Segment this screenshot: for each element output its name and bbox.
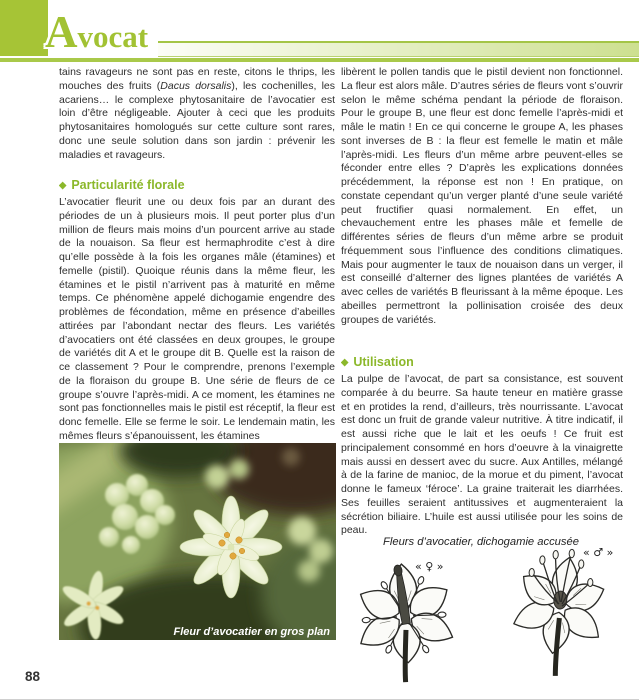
diamond-bullet-icon: ◆ xyxy=(59,180,67,191)
paragraph-text: ), les cochenilles, les acariens… le complexe phytosanitaire de l’avocatier est loin d’être négligeable. Ajouter à ceci que les produits phytosanitaires homologués sur cette culture sont rares, donc une seule solution dans son jardin : prévenir les maladies et ravageurs. xyxy=(59,79,335,161)
male-flower-drawing xyxy=(506,546,614,678)
paragraph-text: tains ravageurs ne sont pas en reste, citons le thrips, les mouches des fruits ( xyxy=(59,66,335,92)
page-title-initial: A xyxy=(45,7,78,57)
brand-square xyxy=(0,0,48,56)
photo-caption: Fleur d’avocatier en gros plan xyxy=(173,626,330,638)
central-flower xyxy=(180,496,282,598)
section-heading-label: Particularité florale xyxy=(71,178,185,192)
paragraph-utilisation: La pulpe de l’avocat, de part sa consistance, est souvent comparée à du beurre. Sa haute teneur en matière grasse et en protides la rend, d’ailleurs, très nourrissante. L’avocat est donc un fruit de grande valeur nutritive. À titre indicatif, il est aussi riche que le lait et les oeufs ! Ce fruit est principalement consommé en hors d’oeuvre à la vinaigrette mais aussi en dessert avec du sucre. Aux Antilles, mélangé à de la farine de manioc, de la morue et du piment, l’avocat donne le fameux ‘féroce’. La graine traiterait les diarrhées. Ses feuilles seraient antitussives et augmenteraient la sécrétion biliaire. L’huile est aussi utilisée pour les soins de peau. xyxy=(341,373,623,537)
avocado-flower-photo xyxy=(59,443,336,640)
flower-line-drawing xyxy=(341,542,626,690)
page-title xyxy=(45,8,148,56)
male-symbol: « ♂ » xyxy=(583,546,614,559)
female-flower-drawing xyxy=(350,561,462,686)
page-number: 88 xyxy=(25,669,41,684)
species-name: Dacus dorsalis xyxy=(160,79,232,92)
right-column xyxy=(341,66,623,540)
paragraph-continuation xyxy=(59,66,335,162)
photo-figure xyxy=(59,443,336,640)
page-title-rest: vocat xyxy=(77,19,149,54)
female-symbol: « ♀ » xyxy=(415,560,444,573)
paragraph-florale: L’avocatier fleurit une ou deux fois par an durant des périodes de un à plusieurs mois. Il peut porter plus d’un million de fleurs mais moins d’un pourcent arrive au stade de la nouaison. Sa fleur est hermaphrodite c’est à dire qu’elle possède à la fois les organes mâle (étamines) et femelle (pistil). Quoique réunis dans la même fleur, les étamines et le pistil n’arrivent pas à maturité en même temps. Ce phénomène appelé dichogamie engendre des problèmes de fécondation, même en présence d’abeilles attirées par l’abondant nectar des fleurs. Les variétés d’avocatiers ont été classées en deux groupes, le groupe de variétés dit A et le groupe dit B. Quelle est la raison de ce classement ? Pour le comprendre, prenons l’exemple de la floraison du groupe B. Une série de fleurs de ce groupe s’ouvre l’après-midi. A ce moment, les étamines ne sont pas fonctionnelles mais le pistil est réceptif, la fleur est donc femelle. Elle se ferme le soir. Le lendemain matin, les mêmes fleurs s’épanouissent, les étamines xyxy=(59,196,335,442)
section-heading-particularite xyxy=(59,178,335,194)
header-rule xyxy=(0,58,639,62)
header-gradient-bar xyxy=(158,41,639,57)
left-column xyxy=(59,66,335,443)
section-heading-utilisation xyxy=(341,355,623,371)
drawing-figure xyxy=(341,542,626,690)
paragraph-dichogamie: libèrent le pollen tandis que le pistil devient non fonctionnel. La fleur est alors mâle. D’autres séries de fleurs vont s’ouvrir selon le même schéma pendant la période de floraison. Pour le groupe B, une fleur est donc femelle l’après-midi et mâle le matin ! En ce qui concerne le groupe A, les phases sont inverses de B : la fleur est femelle le matin et mâle l’après-midi. Les fleurs d’un même arbre peuvent-elles se féconder entre elles ? D’après les explications données précédemment, la réponse est non ! En pratique, on constate cependant qu’un verger planté d’une seule variété peut fructifier quasi normalement. En effet, un chevauchement entre les phases mâle et femelle de différentes séries de fleurs d’un même arbre se produit fréquemment sous l’influence des conditions climatiques. Mais pour augmenter le taux de nouaison dans un verger, il est conseillé d’alterner des lignes plantées de variétés A avec celles de variétés B fleurissant à la même époque. Les abeilles permettront la pollinisation croisée des deux groupes de variétés. xyxy=(341,66,623,326)
diamond-bullet-icon: ◆ xyxy=(341,357,349,368)
drawing-caption: Fleurs d’avocatier, dichogamie accusée xyxy=(383,536,579,548)
section-heading-label: Utilisation xyxy=(353,355,414,369)
